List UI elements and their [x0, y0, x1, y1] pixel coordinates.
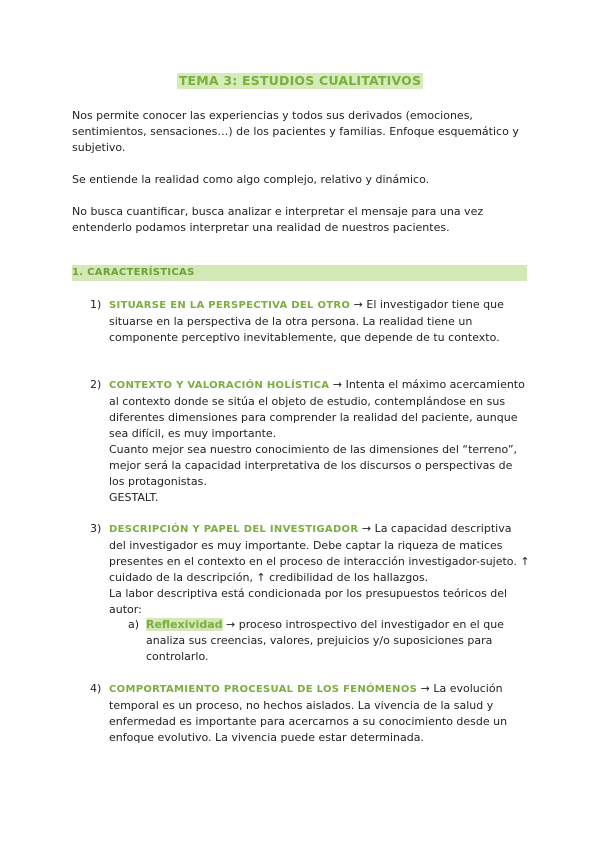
list-item-text: → La capacidad descriptiva del investigador es muy importante. Debe captar la riqueza de matices presentes en el contexto en el proceso de interacción investigador-sujeto. ↑ cuidado de la descripción, ↑ credibilidad de los hallazgos. [109, 522, 530, 584]
list-item-heading: SITUARSE EN LA PERSPECTIVA DEL OTRO [109, 300, 351, 311]
list-item-body [109, 297, 530, 346]
list-item-number: 2) [90, 378, 102, 391]
list-item-2 [90, 377, 530, 506]
list-item-body [109, 681, 530, 746]
highlighted-term: Reflexividad [146, 618, 223, 631]
list-item-extra-text: GESTALT. [109, 491, 159, 504]
list-item-1 [90, 297, 530, 346]
list-item-heading: COMPORTAMIENTO PROCESUAL DE LOS FENÓMENOS [109, 684, 418, 695]
section-heading: 1. CARACTERÍSTICAS [72, 265, 527, 281]
intro-paragraph-3: No busca cuantificar, busca analizar e interpretar el mensaje para una vez entenderlo podamos interpretar una realidad de nuestros pacientes. [72, 205, 484, 234]
list-item-extra-text: La labor descriptiva está condicionada por los presupuestos teóricos del autor: [109, 587, 508, 616]
list-item-number: 4) [90, 682, 102, 695]
list-item-body [109, 521, 530, 618]
list-item-extra-text: Cuanto mejor sea nuestro conocimiento de las dimensiones del “terreno”, mejor será la capacidad interpretativa de los discursos o perspectivas de los protagonistas. [109, 443, 518, 488]
sub-list-item-body [146, 617, 528, 665]
list-item-4 [90, 681, 530, 746]
page-title-text: TEMA 3: ESTUDIOS CUALITATIVOS [178, 73, 422, 88]
sub-list-item-a [128, 617, 528, 665]
list-item-text: → Intenta el máximo acercamiento al contexto donde se sitúa el objeto de estudio, contemplándose en sus diferentes dimensiones para comprender la realidad del paciente, aunque sea difícil, es muy importante. [109, 378, 525, 440]
list-item-heading: DESCRIPCIÓN Y PAPEL DEL INVESTIGADOR [109, 524, 359, 535]
list-item-3 [90, 521, 530, 618]
list-item-text: → El investigador tiene que situarse en la perspectiva de la otra persona. La realidad tiene un componente perceptivo inevitablemente, que depende de tu contexto. [109, 298, 504, 344]
list-item-number: 3) [90, 522, 102, 535]
list-item-body [109, 377, 530, 506]
list-item-heading: CONTEXTO Y VALORACIÓN HOLÍSTICA [109, 380, 330, 391]
intro-paragraph-2: Se entiende la realidad como algo complejo, relativo y dinámico. [72, 173, 430, 186]
sub-list-item-text: → proceso introspectivo del investigador en el que analiza sus creencias, valores, prejuicios y/o suposiciones para controlarlo. [146, 618, 504, 663]
intro-paragraph-1: Nos permite conocer las experiencias y todos sus derivados (emociones, sentimientos, sensaciones…) de los pacientes y familias. Enfoque esquemático y subjetivo. [72, 109, 519, 154]
sub-list-item-number: a) [128, 618, 140, 631]
page-title [0, 73, 600, 88]
list-item-text: → La evolución temporal es un proceso, no hechos aislados. La vivencia de la salud y enfermedad es importante para acercarnos a su conocimiento desde un enfoque evolutivo. La vivencia puede estar determinada. [109, 682, 508, 744]
list-item-number: 1) [90, 298, 102, 311]
